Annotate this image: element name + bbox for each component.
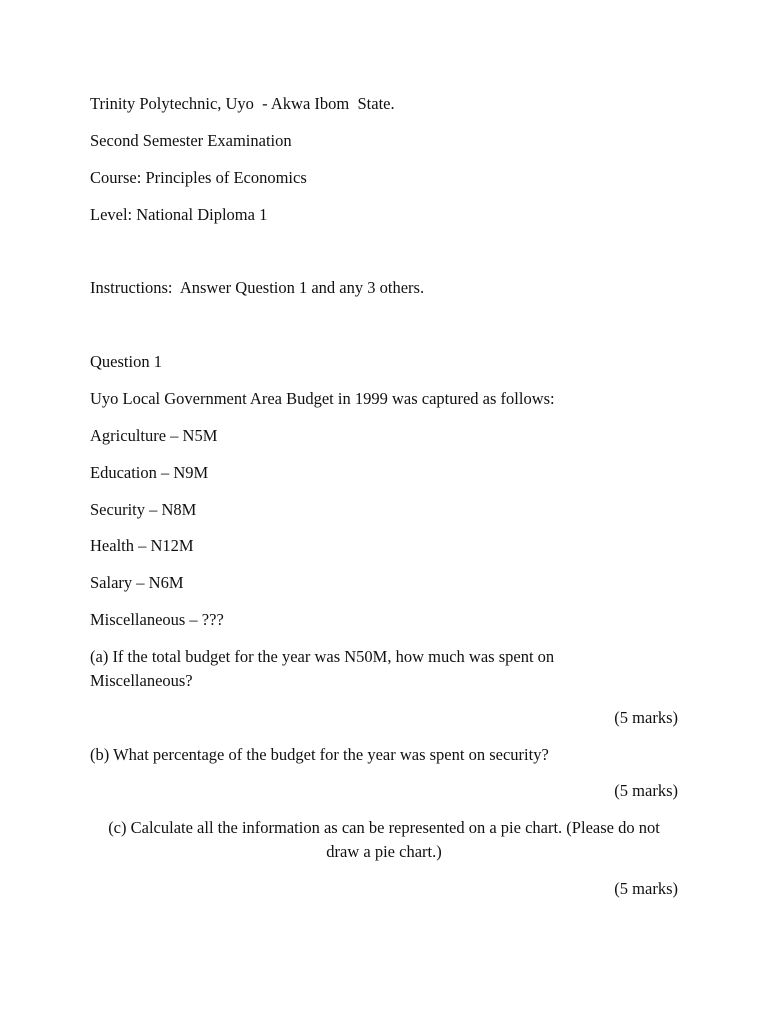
question-1-title: Question 1 xyxy=(90,352,162,371)
question-1b-text: (b) What percentage of the budget for the year was spent on security? xyxy=(90,745,549,764)
exam-title: Second Semester Examination xyxy=(90,131,292,150)
budget-item-miscellaneous: Miscellaneous – ??? xyxy=(90,610,224,629)
question-1a-marks: (5 marks) xyxy=(614,708,678,727)
budget-item-security: Security – N8M xyxy=(90,500,197,519)
level-line: Level: National Diploma 1 xyxy=(90,205,268,224)
question-1c-marks: (5 marks) xyxy=(614,879,678,898)
question-1c-text: (c) Calculate all the information as can be represented on a pie chart. (Please do not draw a pie chart.) xyxy=(108,818,660,861)
budget-item-education: Education – N9M xyxy=(90,463,209,482)
institution-heading: Trinity Polytechnic, Uyo - Akwa Ibom State. xyxy=(90,94,395,113)
question-1-intro: Uyo Local Government Area Budget in 1999 was captured as follows: xyxy=(90,389,555,408)
question-1b-marks: (5 marks) xyxy=(614,781,678,800)
instructions-line: Instructions: Answer Question 1 and any 3 others. xyxy=(90,278,425,297)
question-1a-text: (a) If the total budget for the year was N50M, how much was spent on Miscellaneous? xyxy=(90,647,555,690)
budget-item-health: Health – N12M xyxy=(90,536,194,555)
budget-item-salary: Salary – N6M xyxy=(90,573,184,592)
course-line: Course: Principles of Economics xyxy=(90,168,307,187)
budget-item-agriculture: Agriculture – N5M xyxy=(90,426,218,445)
